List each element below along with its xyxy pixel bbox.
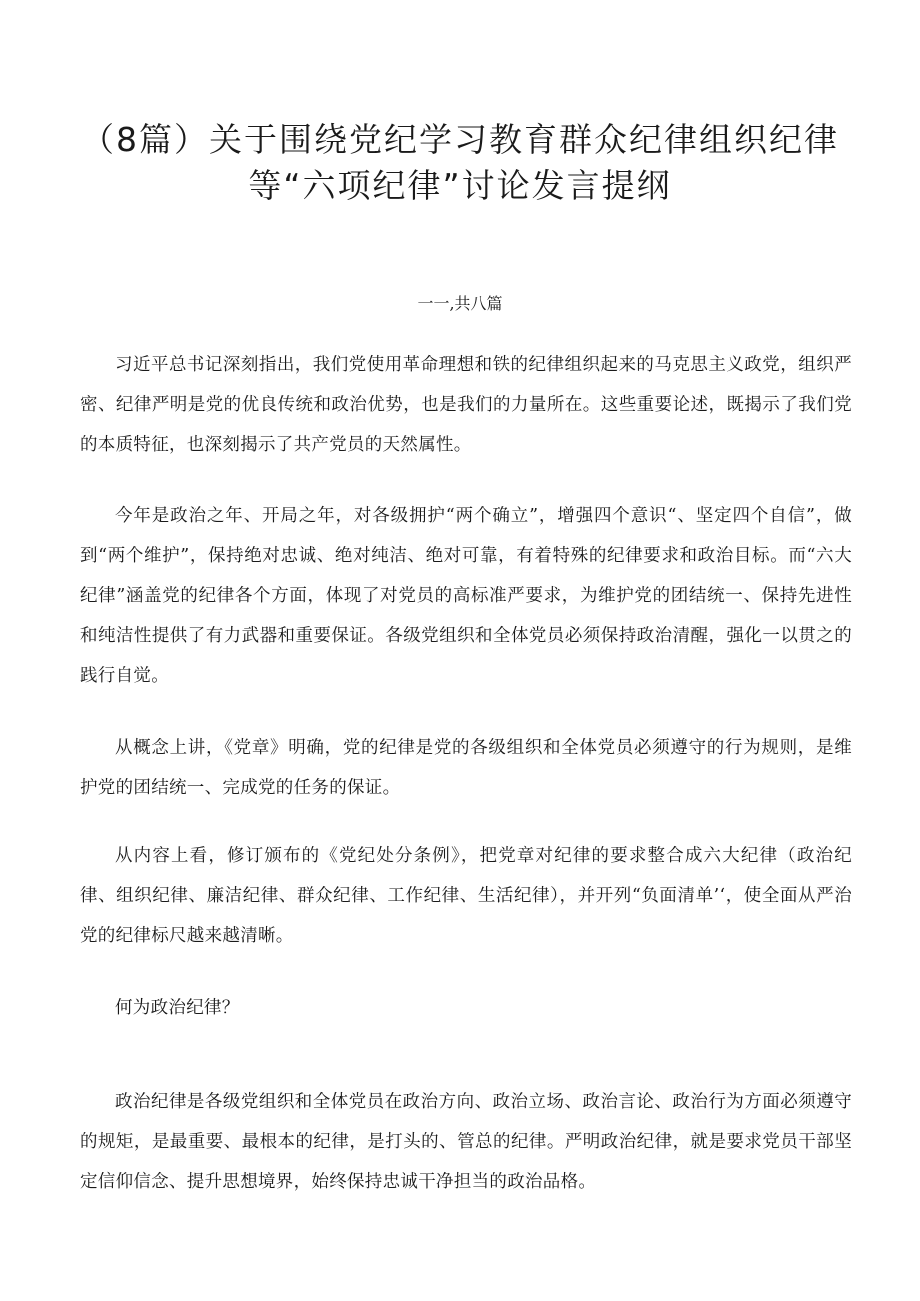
document-subtitle: 一一,共八篇 [417,294,503,313]
document-title-line-2: 等“六项纪律”讨论发言提纲 [248,166,672,205]
paragraph-1: 习近平总书记深刻指出，我们党使用革命理想和铁的纪律组织起来的马克思主义政党，组织严密、纪律严明是党的优良传统和政治优势，也是我们的力量所在。这些重要论述，既揭示了我们党的本质特征，也深刻揭示了共产党员的天然属性。 [80,355,852,455]
paragraph-2: 今年是政治之年、开局之年，对各级拥护“两个确立”，增强四个意识“、坚定四个自信”，做到“两个维护”，保持绝对忠诚、绝对纯洁、绝对可靠，有着特殊的纪律要求和政治目标。而“六大纪律”涵盖党的纪律各个方面，体现了对党员的高标准严要求，为维护党的团结统一、保持先进性和纯洁性提供了有力武器和重要保证。各级党组织和全体党员必须保持政治清醒，强化一以贯之的践行自觉。 [80,506,852,686]
document-title-line-1: （8篇）关于围绕党纪学习教育群众纪律组织纪律 [81,120,839,159]
paragraph-6: 政治纪律是各级党组织和全体党员在政治方向、政治立场、政治言论、政治行为方面必须遵守的规矩，是最重要、最根本的纪律，是打头的、管总的纪律。严明政治纪律，就是要求党员干部坚定信仰信念、提升思想境界，始终保持忠诚干净担当的政治品格。 [80,1092,852,1192]
paragraph-5-heading: 何为政治纪律？ [115,998,240,1018]
paragraph-4: 从内容上看，修订颁布的《党纪处分条例》，把党章对纪律的要求整合成六大纪律（政治纪律、组织纪律、廉洁纪律、群众纪律、工作纪律、生活纪律），并开列“负面清单’‘，使全面从严治党的纪律标尺越来越清晰。 [80,846,852,946]
paragraph-3: 从概念上讲，《党章》明确，党的纪律是党的各级组织和全体党员必须遵守的行为规则，是维护党的团结统一、完成党的任务的保证。 [80,738,852,798]
